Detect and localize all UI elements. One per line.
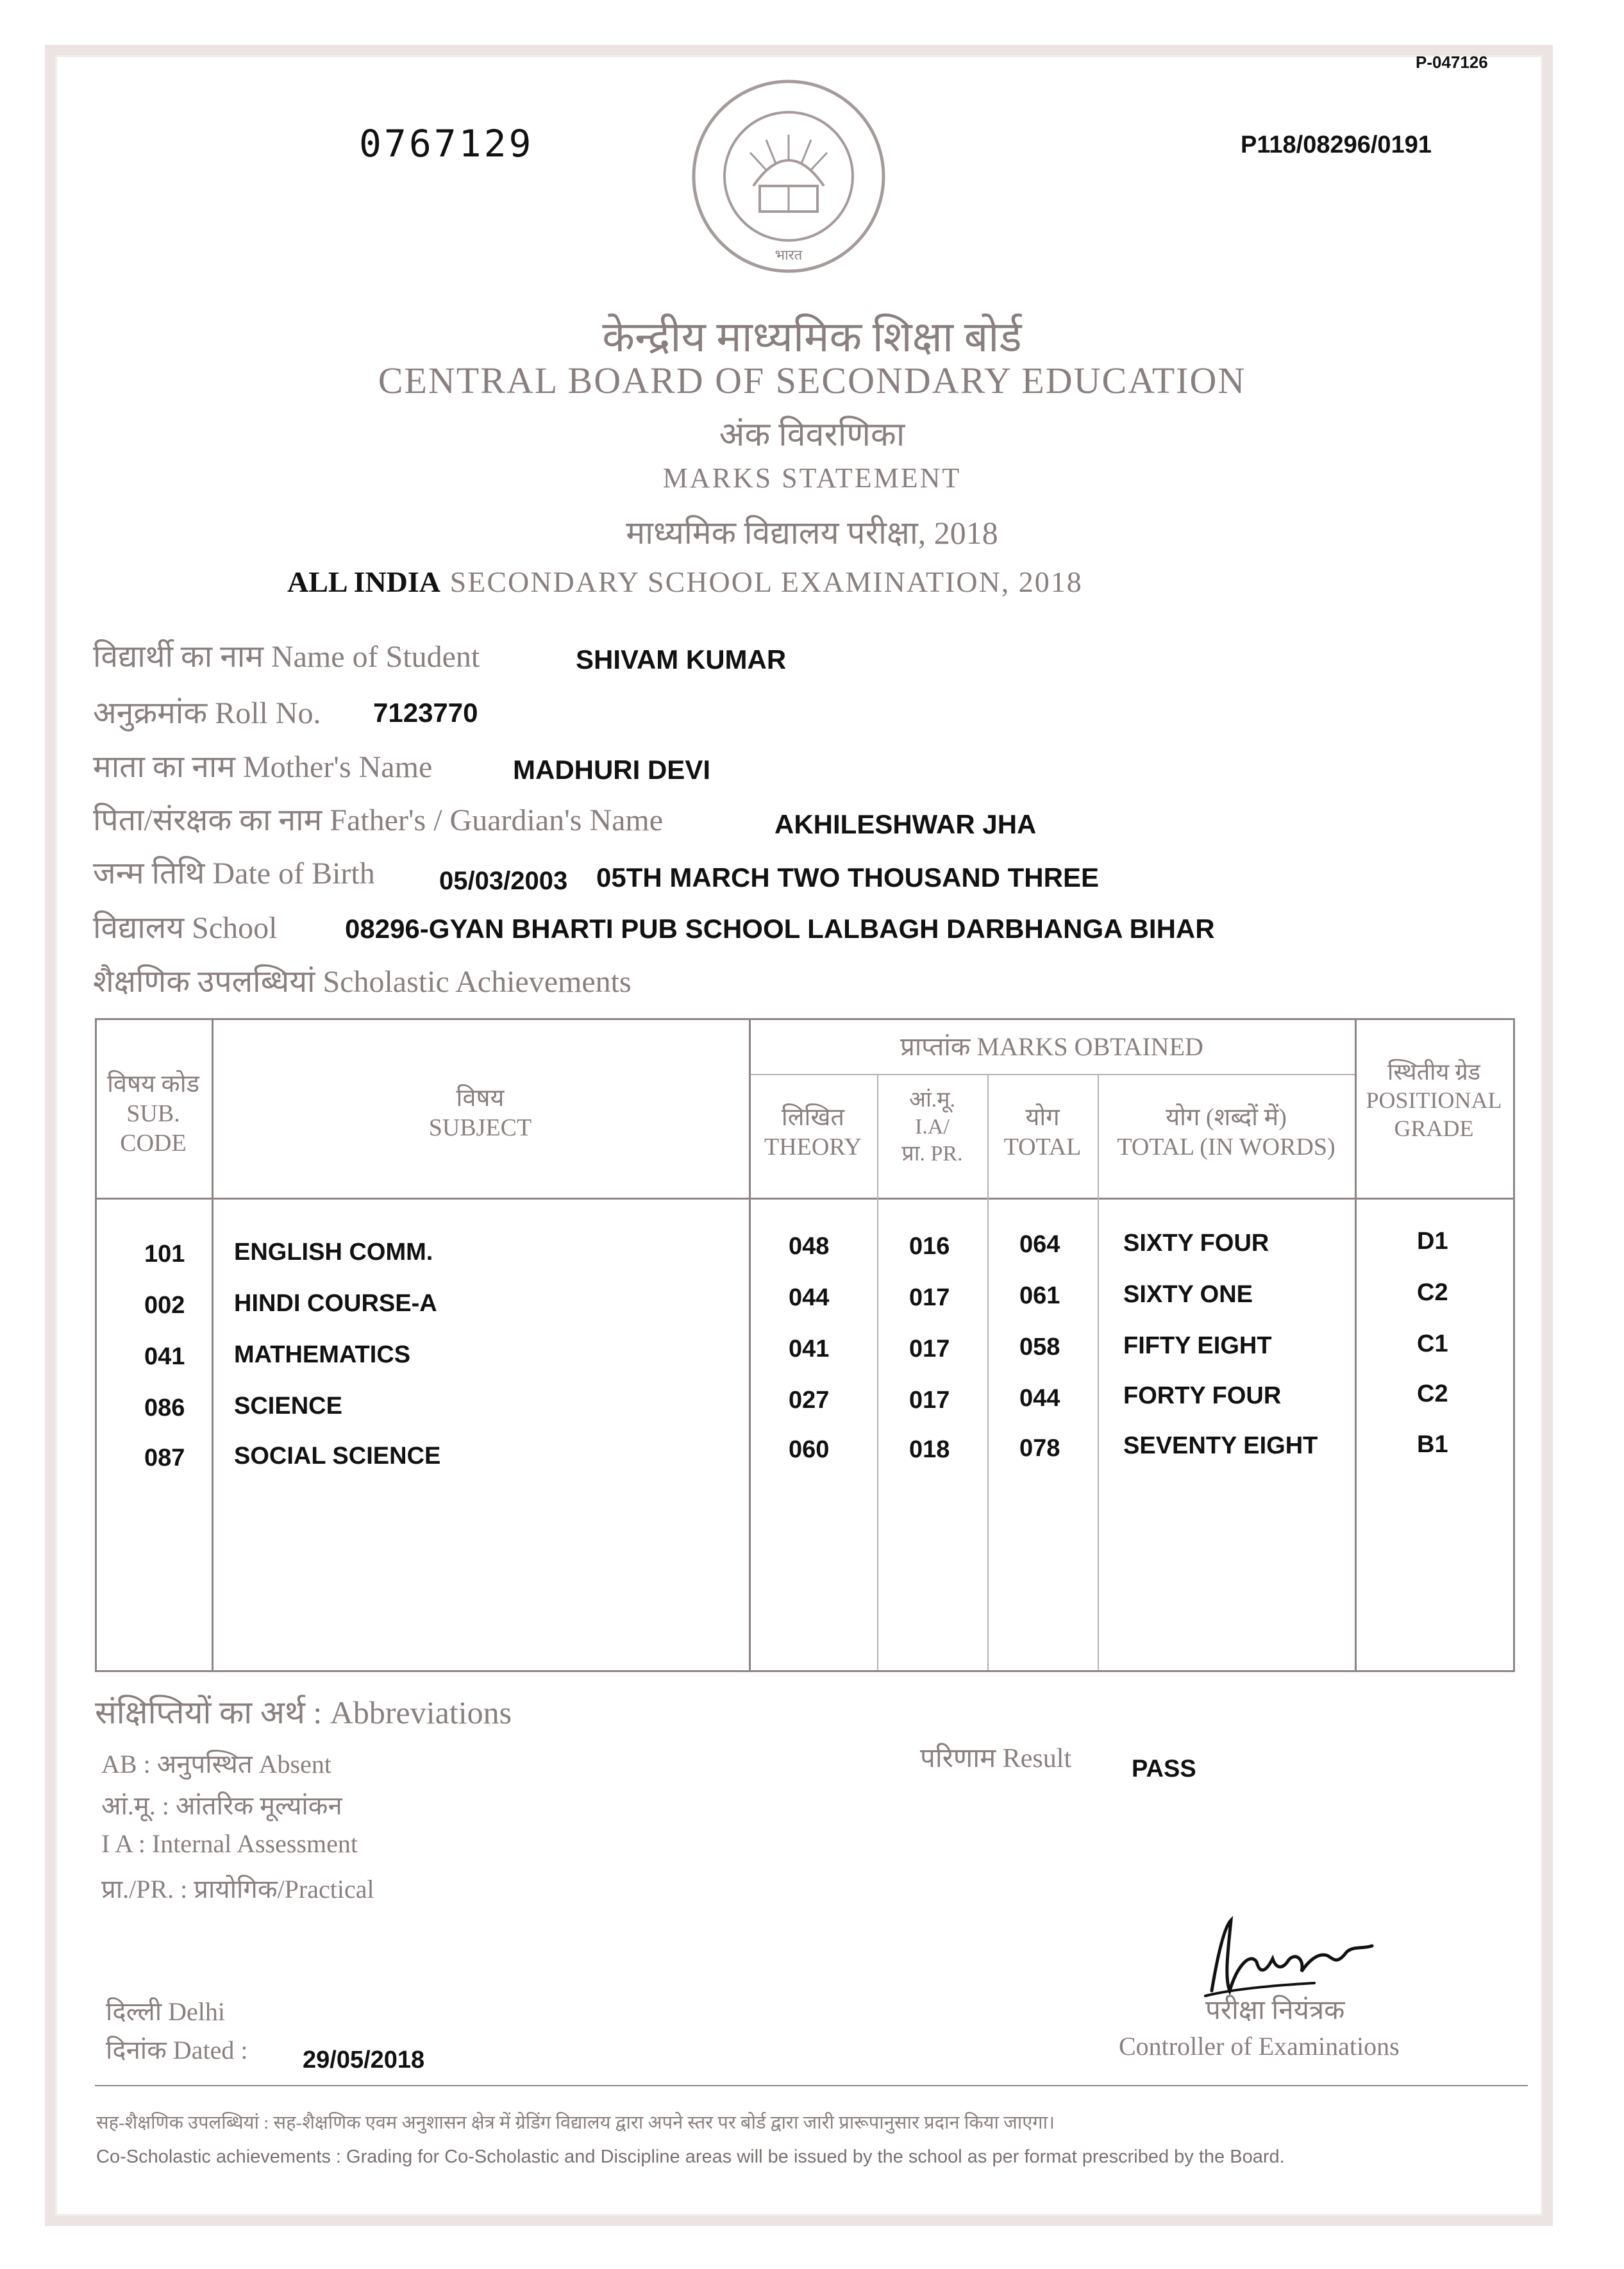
issue-date: 29/05/2018 <box>303 2047 425 2073</box>
row-code: 041 <box>144 1343 185 1370</box>
controller-title-hindi: परीक्षा नियंत्रक <box>1205 1996 1345 2025</box>
header-ia-english: I.A/ <box>915 1115 950 1139</box>
row-grade: C2 <box>1417 1380 1448 1407</box>
cbse-seal-icon <box>689 77 888 276</box>
row-code: 002 <box>144 1292 185 1319</box>
row-theory: 044 <box>789 1284 830 1311</box>
row-ia: 017 <box>909 1335 950 1362</box>
result-value: PASS <box>1132 1755 1196 1782</box>
exam-name: SECONDARY SCHOOL EXAMINATION, 2018 <box>449 565 1083 598</box>
student-name-label: विद्यार्थी का नाम Name of Student <box>93 640 480 674</box>
header-theory-hindi: लिखित <box>781 1104 845 1131</box>
roll-no-label: अनुक्रमांक Roll No. <box>93 696 321 730</box>
col-line-4 <box>987 1074 989 1670</box>
student-name: SHIVAM KUMAR <box>576 644 787 674</box>
header-words-hindi: योग (शब्दों में) <box>1166 1104 1287 1131</box>
board-title-hindi: केन्द्रीय माध्यमिक शिक्षा बोर्ड <box>602 314 1022 361</box>
row-theory: 048 <box>789 1233 830 1260</box>
scholastic-label: शैक्षणिक उपलब्धियां Scholastic Achievements <box>93 965 632 999</box>
row-ia: 016 <box>909 1233 950 1260</box>
abbreviation-item: आं.मू. : आंतरिक मूल्यांकन <box>101 1791 342 1820</box>
co-scholastic-note-hindi: सह-शैक्षणिक उपलब्धियां : सह-शैक्षणिक एवम अनुशासन क्षेत्र में ग्रेडिंग विद्यालय द्वारा अपने स्तर पर बोर्ड द्वारा जारी प्रारूपानुसार प्रदान किया जाएगा। <box>96 2113 1055 2133</box>
table-bottom-border <box>95 1670 1515 1672</box>
header-subject-hindi: विषय <box>456 1085 505 1112</box>
row-grade: B1 <box>1417 1431 1448 1458</box>
header-grade-hindi: स्थितीय ग्रेड <box>1387 1059 1480 1085</box>
row-words: FORTY FOUR <box>1123 1382 1282 1409</box>
abbreviation-item: AB : अनुपस्थित Absent <box>101 1750 331 1779</box>
row-subject: SCIENCE <box>234 1393 342 1419</box>
header-grade-line2: GRADE <box>1394 1116 1474 1141</box>
dob-words: 05TH MARCH TWO THOUSAND THREE <box>596 862 1099 892</box>
row-ia: 017 <box>909 1387 950 1414</box>
row-theory: 027 <box>789 1387 830 1414</box>
co-scholastic-note-english: Co-Scholastic achievements : Grading for Co-Scholastic and Discipline areas will be issued by the school as per format prescribed by the Board. <box>96 2147 1285 2167</box>
col-line-7 <box>1513 1018 1515 1672</box>
row-subject: ENGLISH COMM. <box>234 1239 433 1266</box>
header-grade <box>1355 1058 1513 1143</box>
school-label: विद्यालय School <box>93 911 278 945</box>
row-words: SIXTY ONE <box>1123 1281 1253 1308</box>
mother-name-label: माता का नाम Mother's Name <box>93 750 433 784</box>
header-sub-code <box>95 1069 212 1158</box>
reference-number: P118/08296/0191 <box>1241 131 1432 158</box>
top-right-code: P-047126 <box>1416 53 1488 72</box>
header-marks-obtained: प्राप्तांक MARKS OBTAINED <box>900 1032 1203 1061</box>
row-ia: 017 <box>909 1284 950 1311</box>
row-total: 064 <box>1019 1231 1060 1258</box>
header-subject-english: SUBJECT <box>428 1114 532 1141</box>
row-subject: SOCIAL SCIENCE <box>234 1443 441 1469</box>
header-total-hindi: योग <box>1025 1104 1060 1131</box>
row-theory: 041 <box>789 1335 830 1362</box>
header-theory <box>749 1103 877 1162</box>
row-total: 044 <box>1019 1385 1060 1412</box>
header-sub-code-hindi: विषय कोड <box>107 1071 199 1098</box>
exam-title-english <box>287 564 1083 599</box>
header-total-english: TOTAL <box>1003 1134 1082 1160</box>
marks-header-divider <box>749 1074 1355 1075</box>
header-sub-code-line1: SUB. <box>126 1100 180 1127</box>
row-words: SEVENTY EIGHT <box>1123 1432 1318 1459</box>
place: दिल्ली Delhi <box>106 1997 225 2026</box>
header-total-words <box>1098 1103 1355 1162</box>
row-total: 061 <box>1019 1282 1060 1309</box>
marks-statement-english: MARKS STATEMENT <box>662 462 962 494</box>
abbreviation-item: I A : Internal Assessment <box>101 1829 358 1858</box>
father-name-label: पिता/संरक्षक का नाम Father's / Guardian's Name <box>93 803 664 837</box>
header-sub-code-line2: CODE <box>120 1130 187 1157</box>
row-words: SIXTY FOUR <box>1123 1230 1269 1257</box>
header-grade-line1: POSITIONAL <box>1366 1087 1502 1113</box>
abbreviation-item: प्रा./PR. : प्रायोगिक/Practical <box>101 1875 374 1904</box>
header-ia-pr <box>877 1087 987 1168</box>
header-total <box>987 1103 1098 1162</box>
row-theory: 060 <box>789 1436 830 1463</box>
marks-statement-hindi: अंक विवरणिका <box>719 417 905 453</box>
exam-prefix: ALL INDIA <box>287 565 441 598</box>
row-grade: C2 <box>1417 1279 1448 1306</box>
row-words: FIFTY EIGHT <box>1123 1332 1272 1359</box>
father-name: AKHILESHWAR JHA <box>774 809 1037 839</box>
controller-title-english: Controller of Examinations <box>1119 2032 1400 2061</box>
table-top-border <box>95 1018 1515 1020</box>
header-subject <box>212 1084 749 1143</box>
dob-figures: 05/03/2003 <box>439 867 568 895</box>
header-words-english: TOTAL (IN WORDS) <box>1117 1134 1335 1160</box>
row-total: 078 <box>1019 1435 1060 1462</box>
row-code: 086 <box>144 1394 185 1421</box>
row-code: 087 <box>144 1444 185 1471</box>
seal-text: भारत <box>774 247 803 264</box>
dated-label: दिनांक Dated : <box>106 2036 248 2064</box>
school-name: 08296-GYAN BHARTI PUB SCHOOL LALBAGH DARBHANGA BIHAR <box>345 914 1215 944</box>
exam-title-hindi: माध्यमिक विद्यालय परीक्षा, 2018 <box>626 515 998 551</box>
roll-no: 7123770 <box>373 698 478 728</box>
header-theory-english: THEORY <box>764 1134 862 1160</box>
header-pr: प्रा. PR. <box>901 1142 963 1166</box>
mother-name: MADHURI DEVI <box>513 755 711 785</box>
row-subject: MATHEMATICS <box>234 1341 411 1368</box>
result-label: परिणाम Result <box>920 1744 1072 1773</box>
row-subject: HINDI COURSE-A <box>234 1290 437 1317</box>
col-line-5 <box>1098 1074 1099 1670</box>
serial-number: 0767129 <box>359 122 534 165</box>
row-grade: D1 <box>1417 1228 1448 1255</box>
table-header-bottom <box>95 1198 1515 1200</box>
board-title-english: CENTRAL BOARD OF SECONDARY EDUCATION <box>378 360 1246 401</box>
abbreviations-title: संक्षिप्तियों का अर्थ : Abbreviations <box>95 1695 512 1730</box>
row-grade: C1 <box>1417 1330 1448 1357</box>
footer-divider <box>95 2085 1528 2086</box>
header-ia-hindi: आं.मू. <box>908 1088 956 1112</box>
dob-label: जन्म तिथि Date of Birth <box>93 857 375 891</box>
row-code: 101 <box>144 1241 185 1268</box>
row-total: 058 <box>1019 1334 1060 1361</box>
row-ia: 018 <box>909 1436 950 1463</box>
